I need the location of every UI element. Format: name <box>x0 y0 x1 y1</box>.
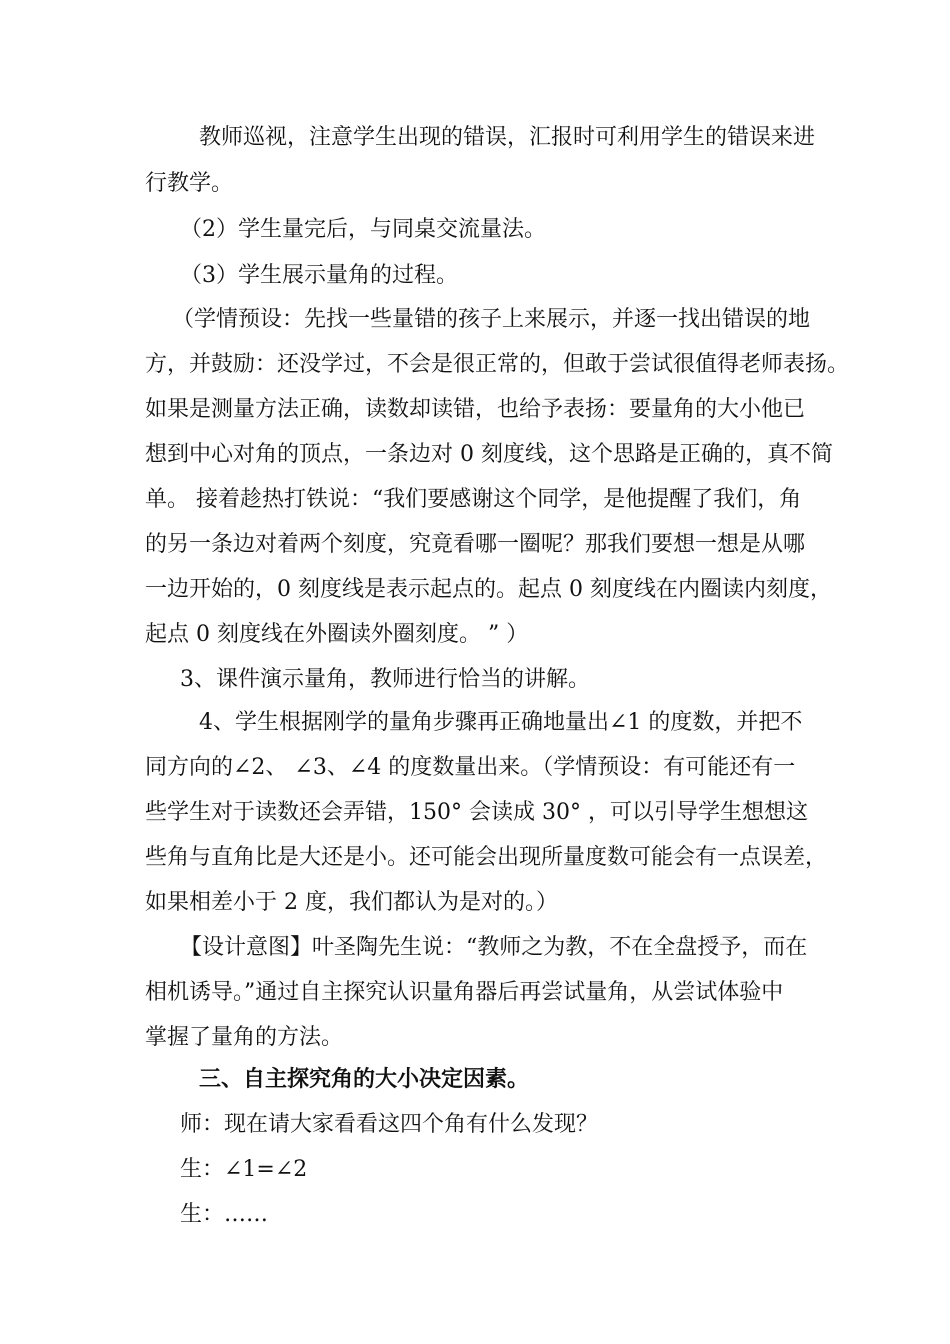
paragraph-line: （学情预设：先找一些量错的孩子上来展示，并逐一找出错误的地 <box>172 307 811 332</box>
paragraph-line: （2）学生量完后，与同桌交流量法。 <box>180 217 546 242</box>
paragraph-line: 行教学。 <box>145 171 234 196</box>
paragraph-line: 方，并鼓励：还没学过，不会是很正常的，但敢于尝试很值得老师表扬。 <box>145 352 850 377</box>
dialogue-line: 生：∠1=∠2 <box>180 1157 308 1182</box>
paragraph-line: 4、学生根据刚学的量角步骤再正确地量出∠1 的度数，并把不 <box>199 710 803 735</box>
paragraph-line: 教师巡视，注意学生出现的错误，汇报时可利用学生的错误来进 <box>199 125 816 150</box>
dialogue-line: 师：现在请大家看看这四个角有什么发现？ <box>180 1112 599 1137</box>
paragraph-line: 相机诱导。”通过自主探究认识量角器后再尝试量角，从尝试体验中 <box>145 980 784 1005</box>
paragraph-line: 单。 接着趁热打铁说：“我们要感谢这个同学，是他提醒了我们，角 <box>145 487 802 512</box>
paragraph-line: 些角与直角比是大还是小。还可能会出现所量度数可能会有一点误差， <box>145 845 828 870</box>
paragraph-line: 【设计意图】叶圣陶先生说：“教师之为教，不在全盘授予，而在 <box>180 935 808 960</box>
paragraph-line: 如果相差小于 2 度，我们都认为是对的。） <box>145 890 558 915</box>
paragraph-line: 如果是测量方法正确，读数却读错，也给予表扬：要量角的大小他已 <box>145 397 806 422</box>
paragraph-line: 起点 0 刻度线在外圈读外圈刻度。 ” ） <box>145 622 529 647</box>
paragraph-line: 同方向的∠2、 ∠3、∠4 的度数量出来。（学情预设：有可能还有一 <box>145 755 796 780</box>
paragraph-line: （3）学生展示量角的过程。 <box>180 263 458 288</box>
paragraph-line: 的另一条边对着两个刻度，究竟看哪一圈呢？那我们要想一想是从哪 <box>145 532 806 557</box>
paragraph-line: 些学生对于读数还会弄错，150° 会读成 30° ，可以引导学生想想这 <box>145 800 808 825</box>
paragraph-line: 3、课件演示量角，教师进行恰当的讲解。 <box>180 667 590 692</box>
paragraph-line: 想到中心对角的顶点，一条边对 0 刻度线，这个思路是正确的，真不简 <box>145 442 833 467</box>
paragraph-line: 一边开始的，0 刻度线是表示起点的。起点 0 刻度线在内圈读内刻度， <box>145 577 832 602</box>
section-heading: 三、自主探究角的大小决定因素。 <box>199 1067 530 1092</box>
dialogue-line: 生：…… <box>180 1202 269 1227</box>
paragraph-line: 掌握了量角的方法。 <box>145 1025 344 1050</box>
